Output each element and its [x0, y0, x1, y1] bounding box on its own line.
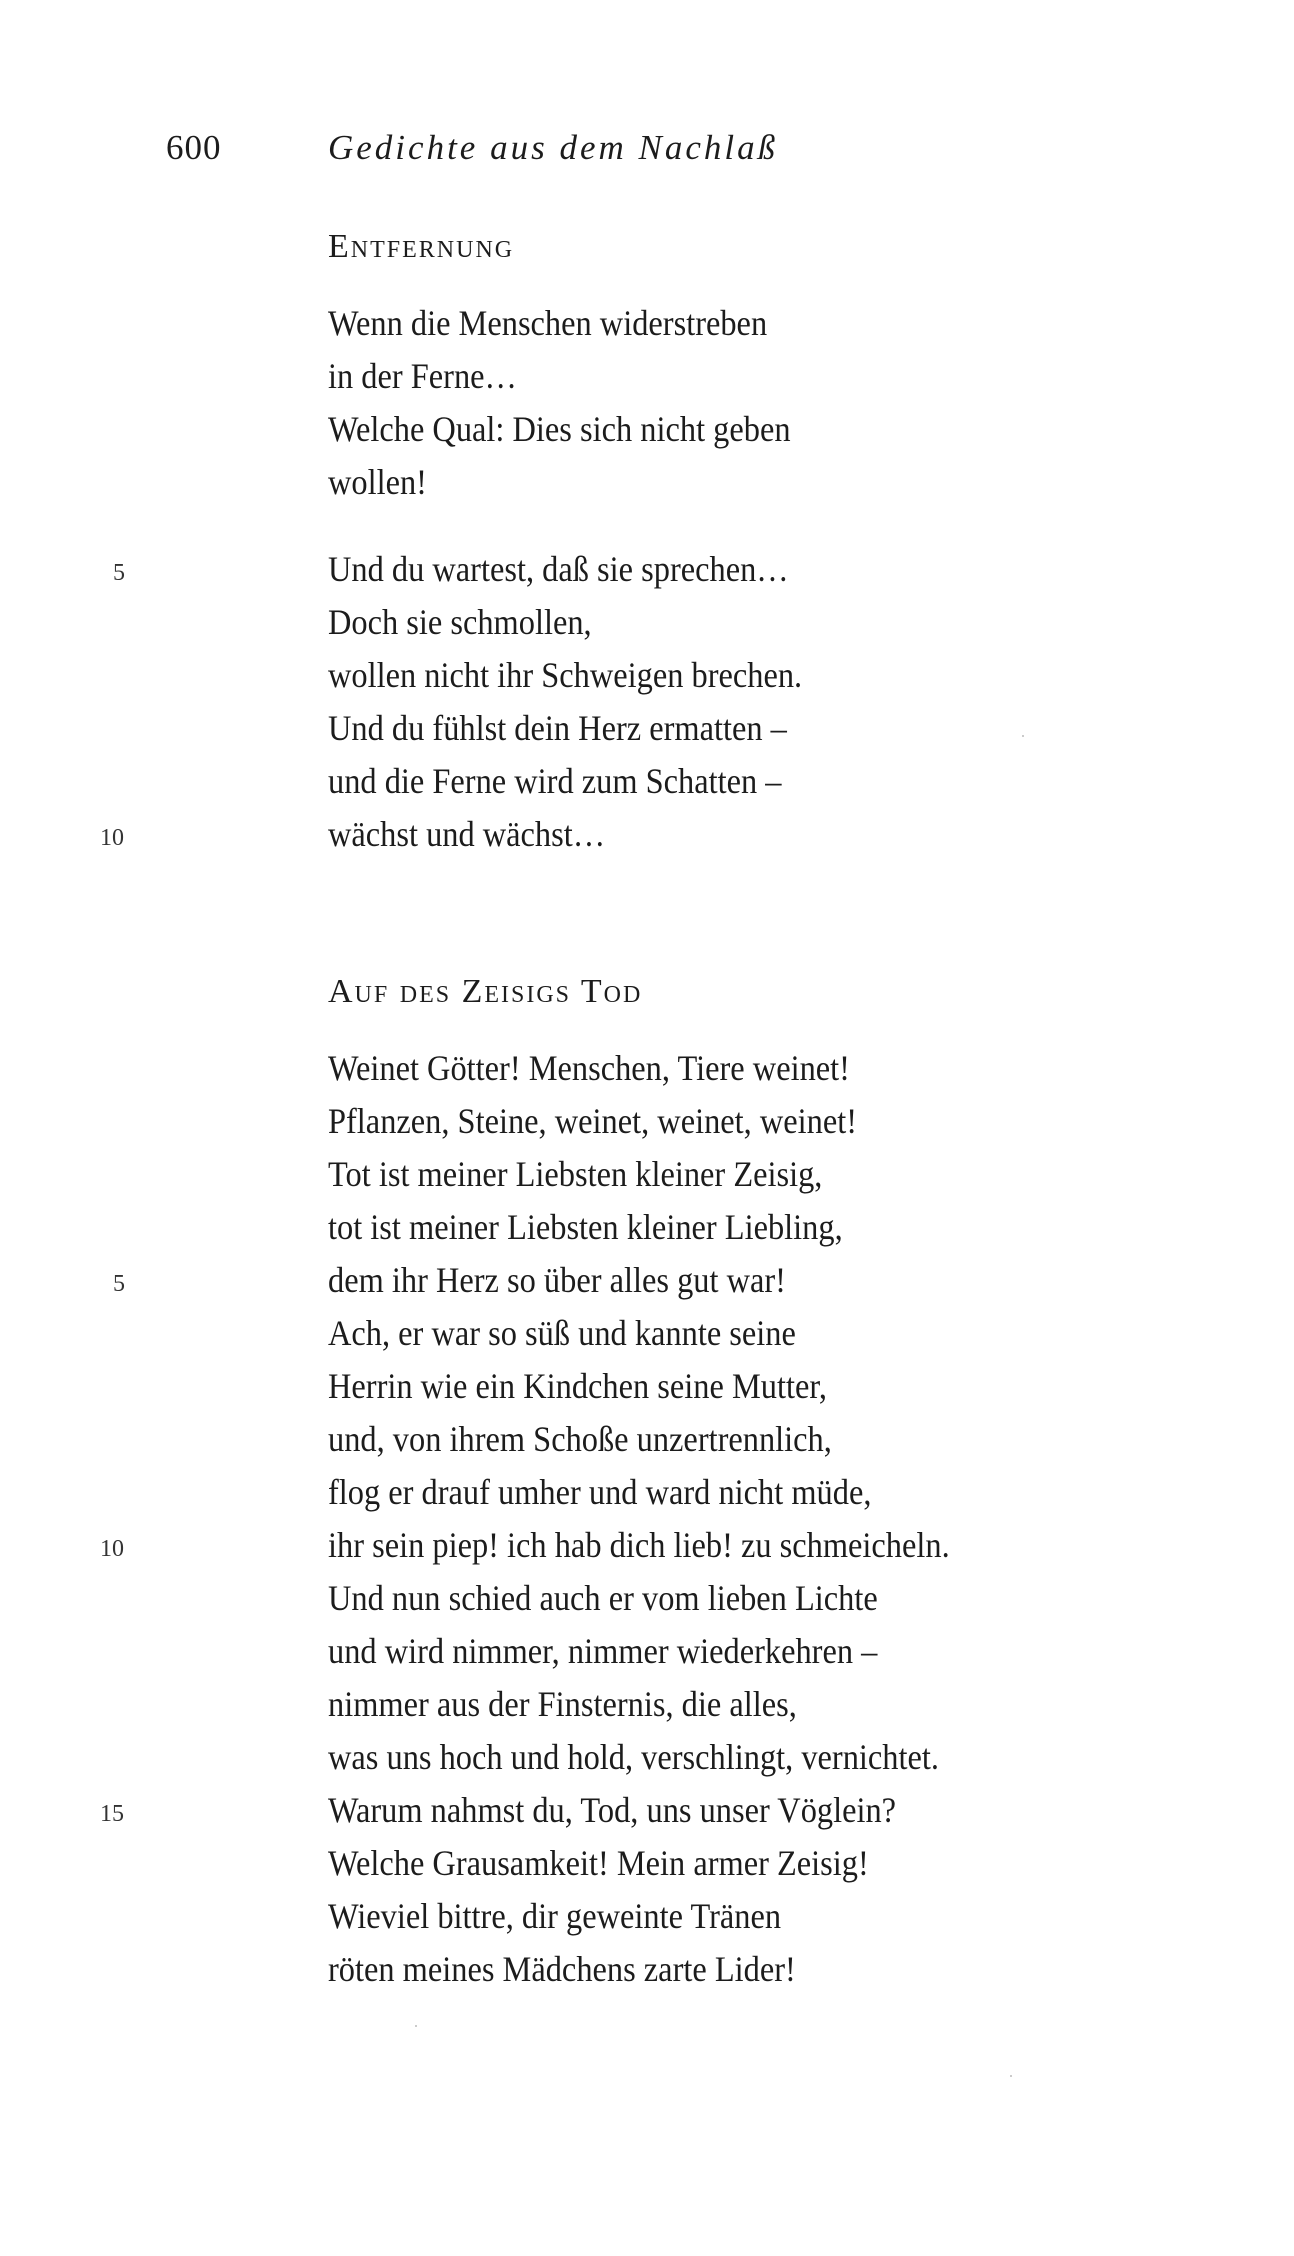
- line-number: 10: [100, 825, 124, 851]
- verse-line: und wird nimmer, nimmer wiederkehren –: [328, 1631, 878, 1671]
- verse-line: Und nun schied auch er vom lieben Lichte: [328, 1578, 878, 1618]
- verse-line: Wenn die Menschen widerstreben: [328, 303, 768, 343]
- verse-line: wächst und wächst…: [328, 814, 606, 854]
- verse-line: Ach, er war so süß und kannte seine: [328, 1313, 796, 1353]
- verse-line: flog er drauf umher und ward nicht müde,: [328, 1472, 872, 1512]
- verse-line: Und du wartest, daß sie sprechen…: [328, 549, 789, 589]
- verse-line: Warum nahmst du, Tod, uns unser Vöglein?: [328, 1790, 897, 1830]
- verse-line: Und du fühlst dein Herz ermatten –: [328, 708, 787, 748]
- line-number: 5: [113, 1271, 125, 1297]
- line-number: 15: [100, 1801, 124, 1827]
- verse-line: Doch sie schmollen,: [328, 602, 592, 642]
- verse-line: und die Ferne wird zum Schatten –: [328, 761, 782, 801]
- scan-speck: [1010, 2075, 1012, 2077]
- verse-line: in der Ferne…: [328, 356, 517, 396]
- running-title: Gedichte aus dem Nachlaß: [328, 128, 779, 167]
- verse-line: und, von ihrem Schoße unzertrennlich,: [328, 1419, 832, 1459]
- page-number: 600: [166, 128, 222, 167]
- verse-line: Tot ist meiner Liebsten kleiner Zeisig,: [328, 1154, 823, 1194]
- verse-line: tot ist meiner Liebsten kleiner Liebling,: [328, 1207, 843, 1247]
- verse-line: Welche Grausamkeit! Mein armer Zeisig!: [328, 1843, 869, 1883]
- verse-line: wollen nicht ihr Schweigen brechen.: [328, 655, 803, 695]
- verse-line: Pflanzen, Steine, weinet, weinet, weinet!: [328, 1101, 858, 1141]
- verse-line: nimmer aus der Finsternis, die alles,: [328, 1684, 797, 1724]
- verse-line: Weinet Götter! Menschen, Tiere weinet!: [328, 1048, 850, 1088]
- verse-line: Herrin wie ein Kindchen seine Mutter,: [328, 1366, 827, 1406]
- verse-line: dem ihr Herz so über alles gut war!: [328, 1260, 786, 1300]
- line-number: 5: [113, 560, 125, 586]
- verse-line: Welche Qual: Dies sich nicht geben: [328, 409, 791, 449]
- line-number: 10: [100, 1536, 124, 1562]
- verse-line: röten meines Mädchens zarte Lider!: [328, 1949, 796, 1989]
- scan-speck: [415, 2025, 417, 2027]
- poem-title: Auf des Zeisigs Tod: [328, 973, 643, 1010]
- poem-title: Entfernung: [328, 228, 515, 265]
- verse-line: Wieviel bittre, dir geweinte Tränen: [328, 1896, 782, 1936]
- verse-line: ihr sein piep! ich hab dich lieb! zu schmeicheln.: [328, 1525, 950, 1565]
- verse-line: was uns hoch und hold, verschlingt, vernichtet.: [328, 1737, 939, 1777]
- verse-line: wollen!: [328, 462, 427, 502]
- scan-speck: [1022, 735, 1024, 737]
